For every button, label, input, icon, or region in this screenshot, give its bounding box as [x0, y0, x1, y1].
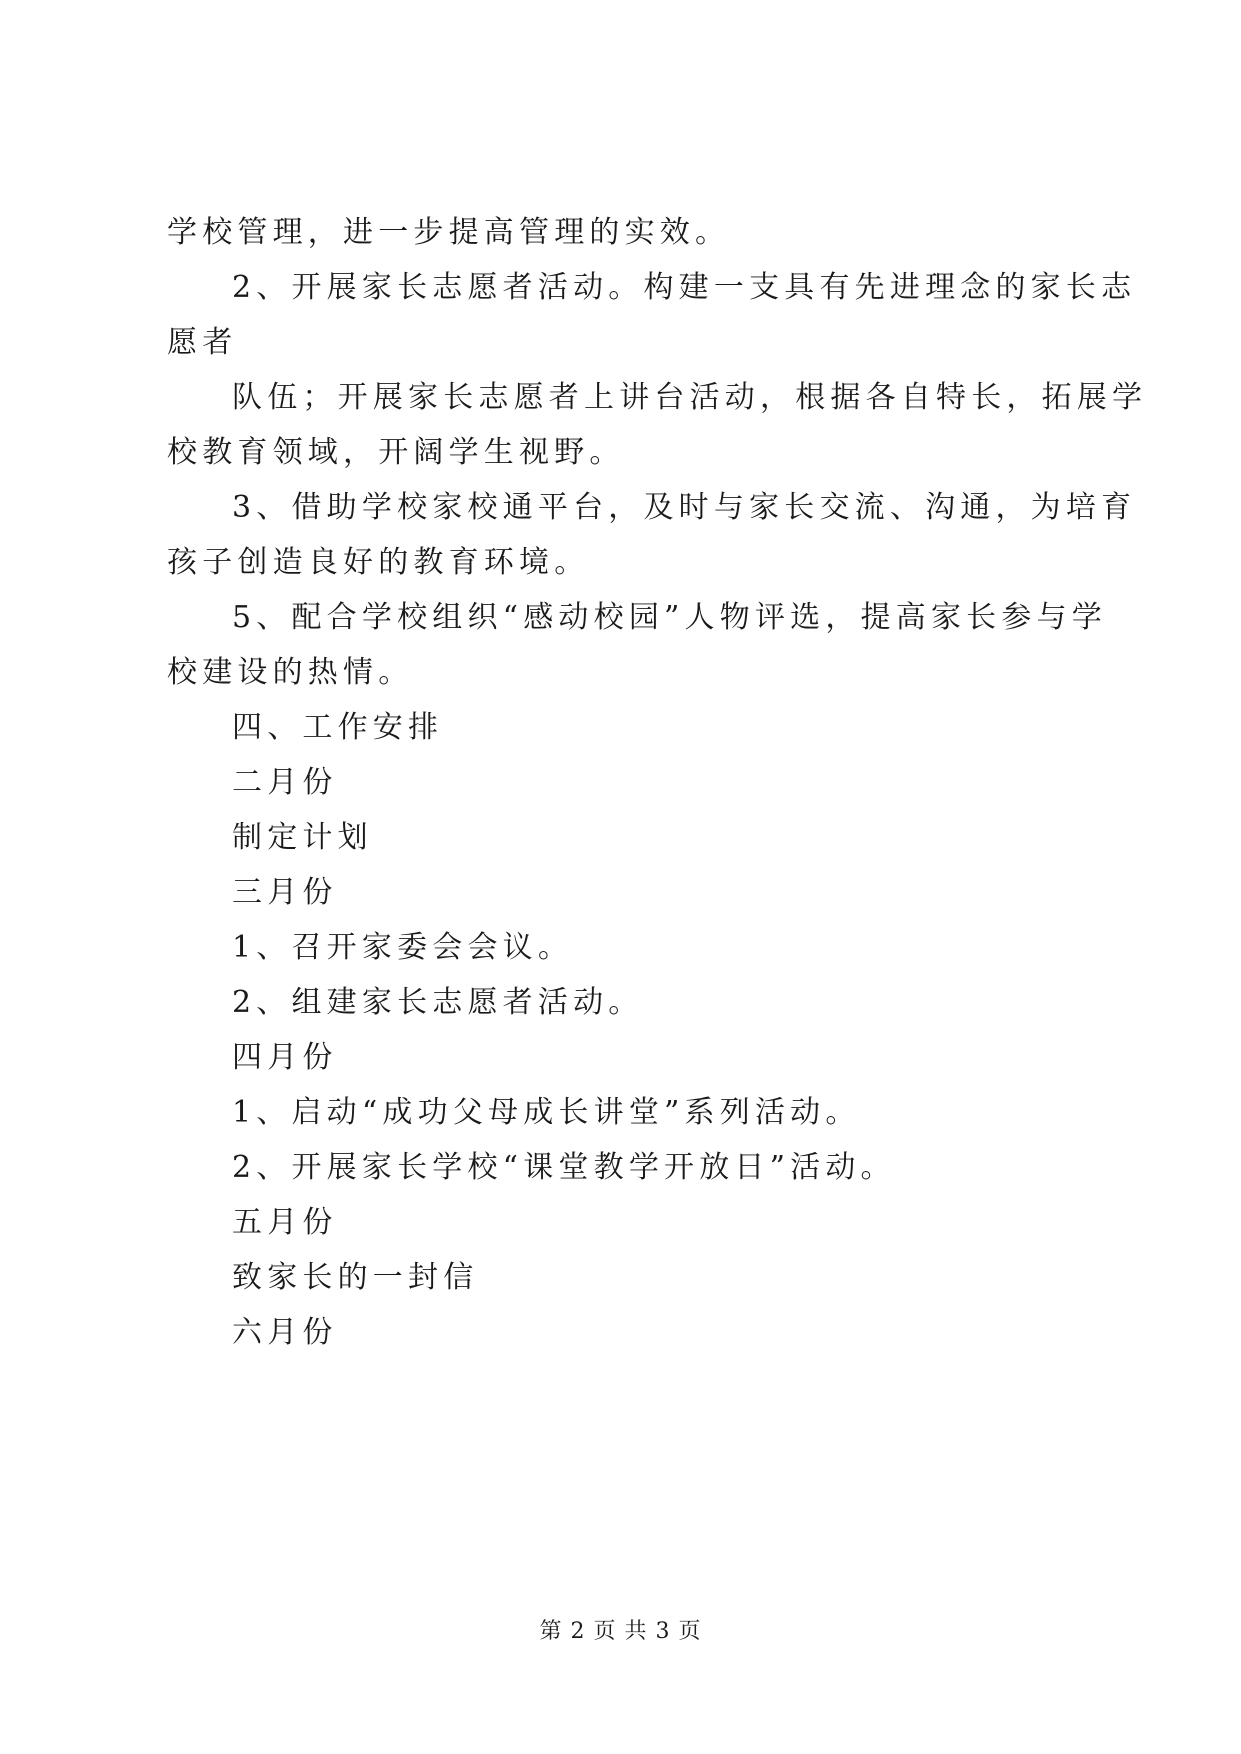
month-heading: 二月份: [232, 765, 338, 800]
paragraph-line: 校教育领域，开阔学生视野。: [167, 435, 625, 470]
paragraph-line: 队伍；开展家长志愿者上讲台活动，根据各自特长，拓展学: [232, 380, 1148, 415]
section-heading: 四、工作安排: [232, 710, 444, 745]
list-item: 制定计划: [232, 820, 373, 855]
list-item: 1、启动“成功父母成长讲堂”系列活动。: [232, 1095, 861, 1130]
page-number-footer: 第 2 页 共 3 页: [539, 1619, 702, 1644]
paragraph-line: 学校管理，进一步提高管理的实效。: [167, 215, 731, 250]
list-item: 2、组建家长志愿者活动。: [232, 985, 644, 1020]
month-heading: 三月份: [232, 875, 338, 910]
paragraph-line: 愿者: [167, 325, 238, 360]
paragraph-line: 5、配合学校组织“感动校园”人物评选，提高家长参与学: [232, 600, 1107, 635]
month-heading: 六月份: [232, 1315, 338, 1350]
paragraph-line: 孩子创造良好的教育环境。: [167, 545, 590, 580]
paragraph-line: 校建设的热情。: [167, 655, 414, 690]
list-item: 致家长的一封信: [232, 1260, 479, 1295]
month-heading: 四月份: [232, 1040, 338, 1075]
paragraph-line: 3、借助学校家校通平台，及时与家长交流、沟通，为培育: [232, 490, 1137, 525]
list-item: 2、开展家长学校“课堂教学开放日”活动。: [232, 1150, 896, 1185]
list-item: 1、召开家委会会议。: [232, 930, 574, 965]
month-heading: 五月份: [232, 1205, 338, 1240]
paragraph-line: 2、开展家长志愿者活动。构建一支具有先进理念的家长志: [232, 270, 1137, 305]
